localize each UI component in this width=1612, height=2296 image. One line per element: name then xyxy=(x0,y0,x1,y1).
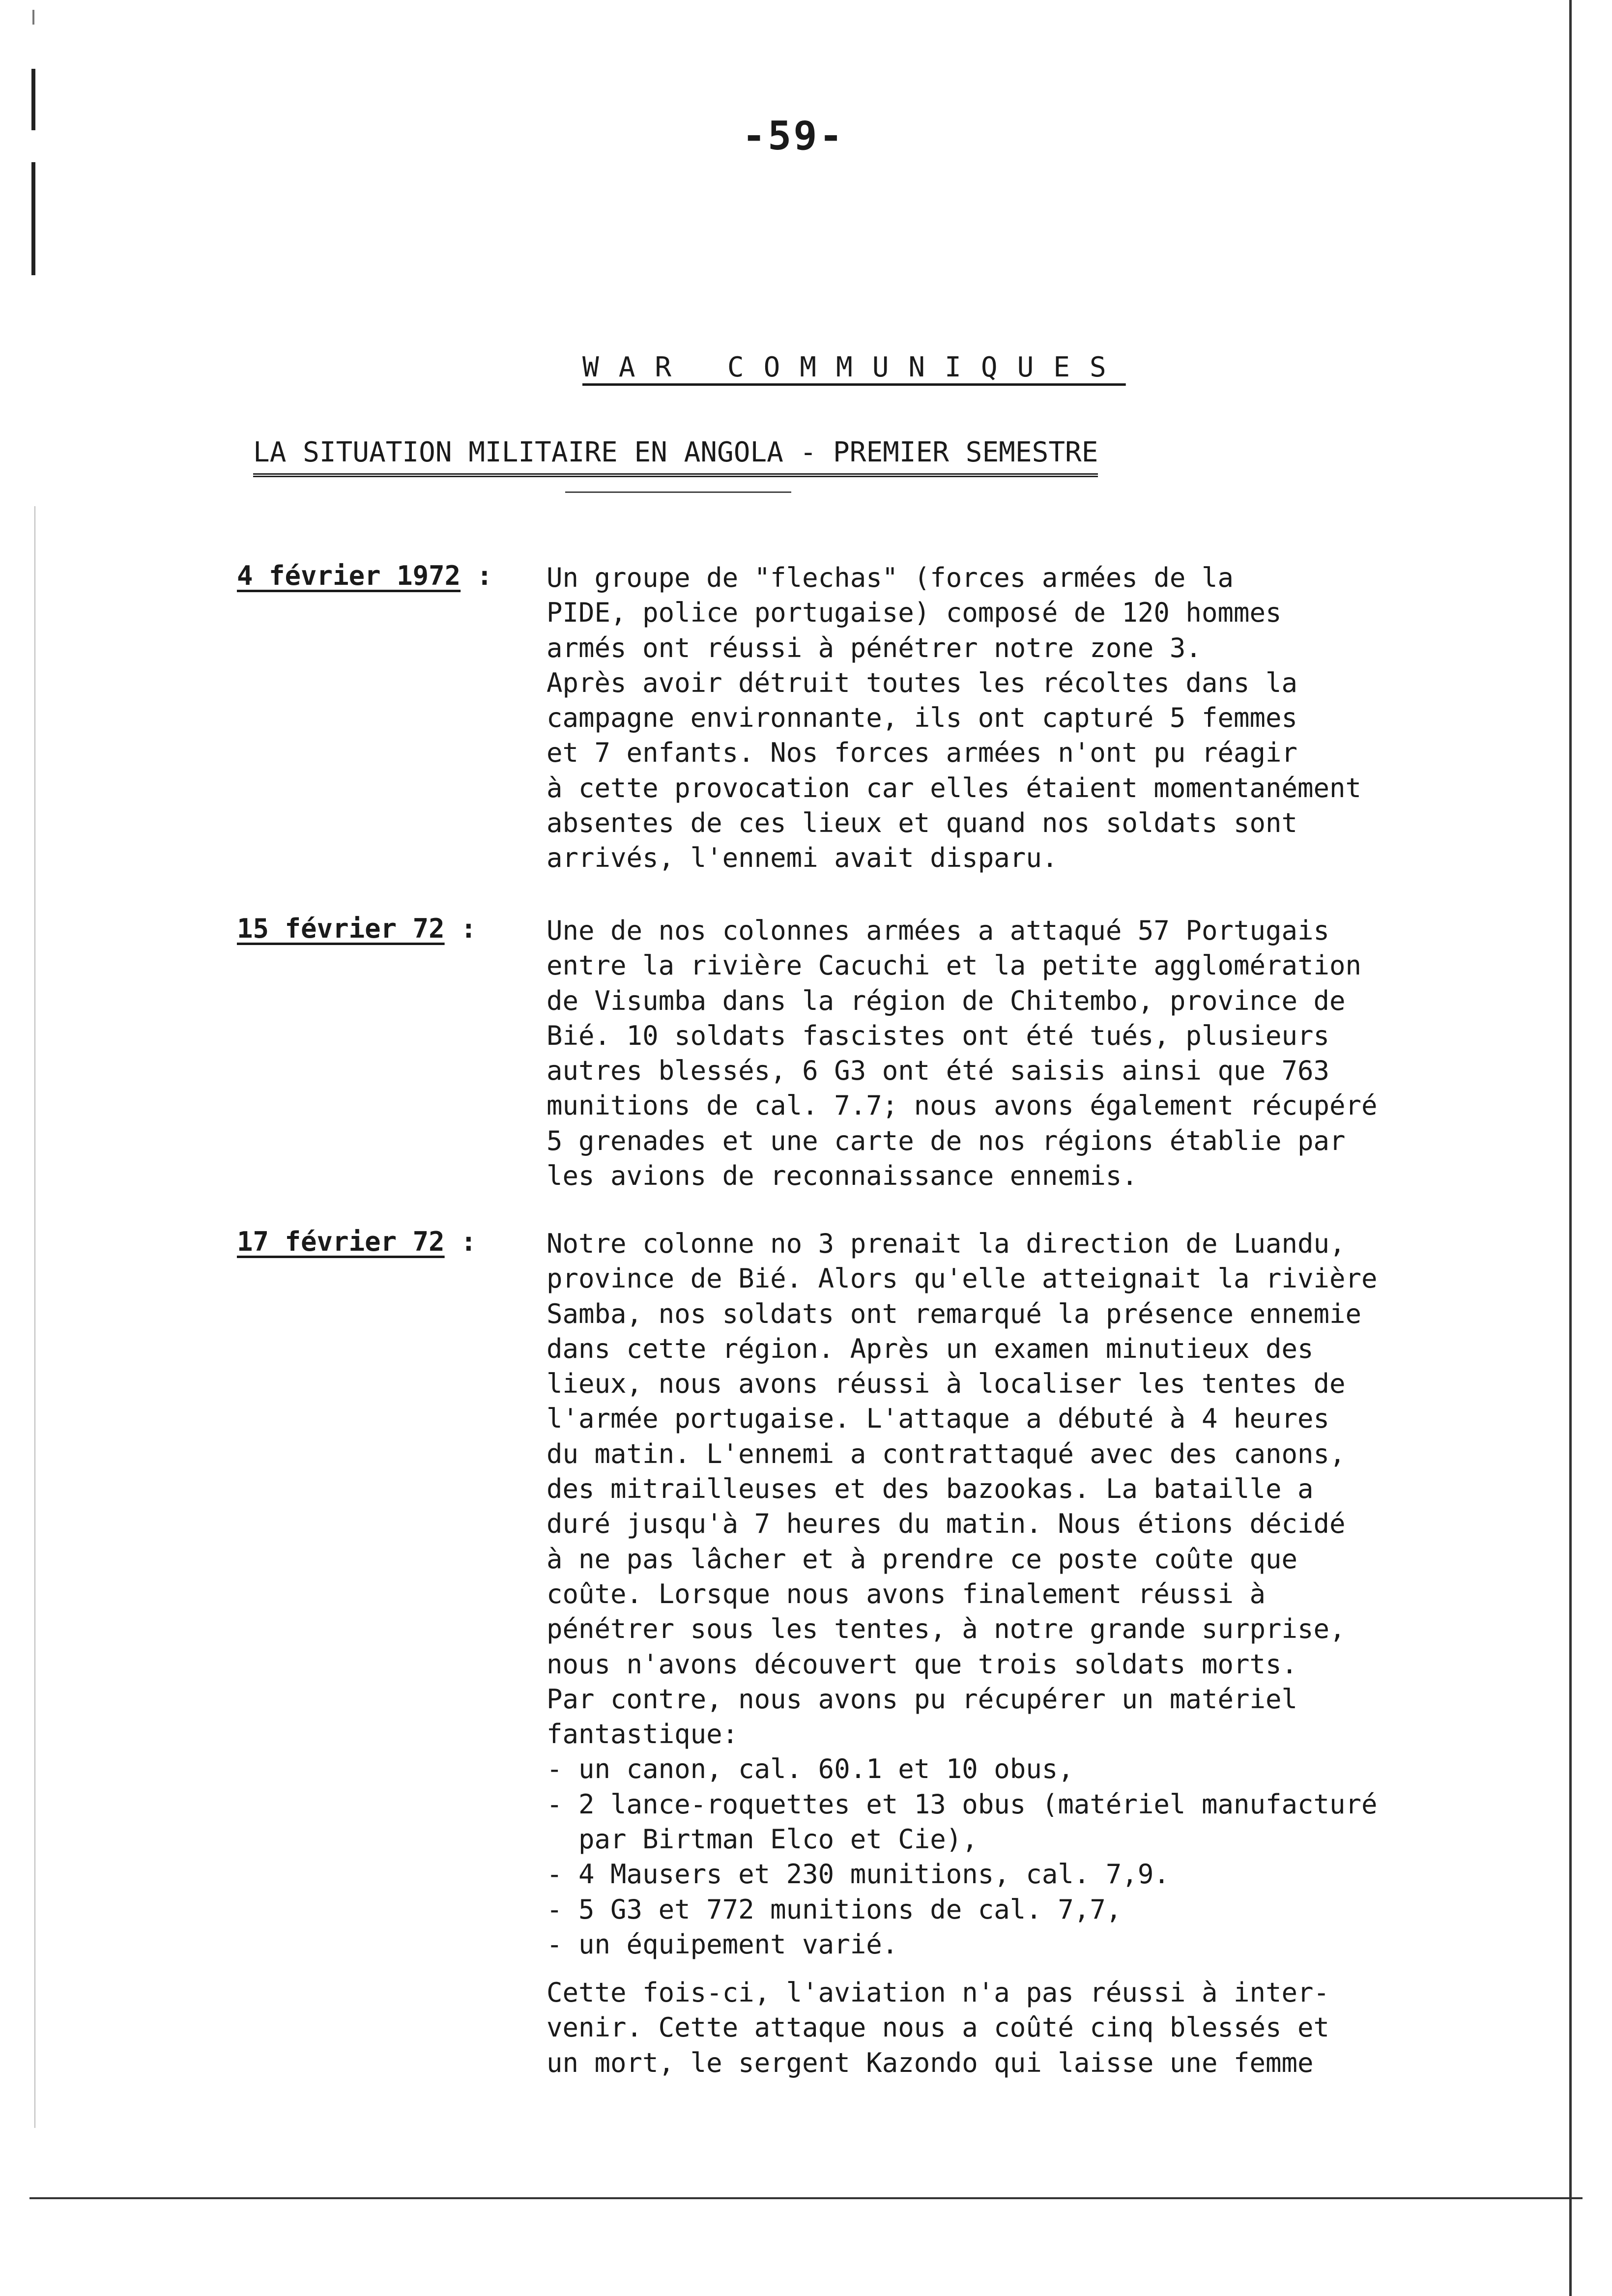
entry-date-separator: : xyxy=(461,560,493,591)
entry-text-continued: Cette fois-ci, l'aviation n'a pas réussi à inter- venir. Cette attaque nous a coûté cinq blessés et un mort, le sergent Kazondo qui laisse une femme xyxy=(547,1977,1330,2078)
document-title: WAR COMMUNIQUES xyxy=(582,351,1126,383)
margin-mark xyxy=(31,162,35,275)
entry-date xyxy=(237,1226,477,1257)
entry-date-label: 4 février 1972 xyxy=(237,560,461,591)
right-margin-line xyxy=(1569,0,1572,2296)
entry-date-separator: : xyxy=(444,1226,477,1257)
entry-text: Notre colonne no 3 prenait la direction de Luandu, province de Bié. Alors qu'elle atteignait la rivière Samba, nos soldats ont remarqué la présence ennemie dans cette région. Après un examen minutieux des lieux, nous avons réussi à localiser les tentes de l'armée portugaise. L'attaque a débuté à 4 heures du matin. L'ennemi a contrattaqué avec des canons, des mitrailleuses et des bazookas. La bataille a duré jusqu'à 7 heures du matin. Nous étions décidé à ne pas lâcher et à prendre ce poste coûte que coûte. Lorsque nous avons finalement réussi à pénétrer sous les tentes, à notre grande surprise, nous n'avons découvert que trois soldats morts. Par contre, nous avons pu récupérer un matériel fantastique: - un canon, cal. 60.1 et 10 obus, - 2 lance-roquettes et 13 obus (matériel manufacturé par Birtman Elco et Cie), - 4 Mausers et 230 munitions, cal. 7,9. - 5 G3 et 772 munitions de cal. 7,7, - un équipement varié. xyxy=(547,1228,1378,1960)
entry-date-label: 17 février 72 xyxy=(237,1226,445,1257)
entry-date-label: 15 février 72 xyxy=(237,913,445,944)
margin-mark xyxy=(31,69,35,130)
subtitle-rule xyxy=(565,491,791,493)
page-number: -59- xyxy=(742,113,845,159)
left-margin-line xyxy=(34,506,35,2128)
entry-date xyxy=(237,560,492,591)
document-subtitle: LA SITUATION MILITAIRE EN ANGOLA - PREMIER SEMESTRE xyxy=(253,436,1098,477)
entry-text: Une de nos colonnes armées a attaqué 57 Portugais entre la rivière Cacuchi et la petite agglomération de Visumba dans la région de Chitembo, province de Bié. 10 soldats fascistes ont été tués, plusieurs autres blessés, 6 G3 ont été saisis ainsi que 763 munitions de cal. 7.7; nous avons également récupéré 5 grenades et une carte de nos régions établie par les avions de reconnaissance ennemis. xyxy=(547,915,1378,1192)
bottom-rule xyxy=(29,2197,1583,2199)
entry-date xyxy=(237,913,477,944)
entry-text: Un groupe de "flechas" (forces armées de la PIDE, police portugaise) composé de 120 hommes armés ont réussi à pénétrer notre zone 3. Après avoir détruit toutes les récoltes dans la campagne environnante, ils ont capturé 5 femmes et 7 enfants. Nos forces armées n'ont pu réagir à cette provocation car elles étaient momentanément absentes de ces lieux et quand nos soldats sont arrivés, l'ennemi avait disparu. xyxy=(547,562,1362,874)
margin-mark xyxy=(32,10,34,25)
entry-date-separator: : xyxy=(444,913,477,944)
